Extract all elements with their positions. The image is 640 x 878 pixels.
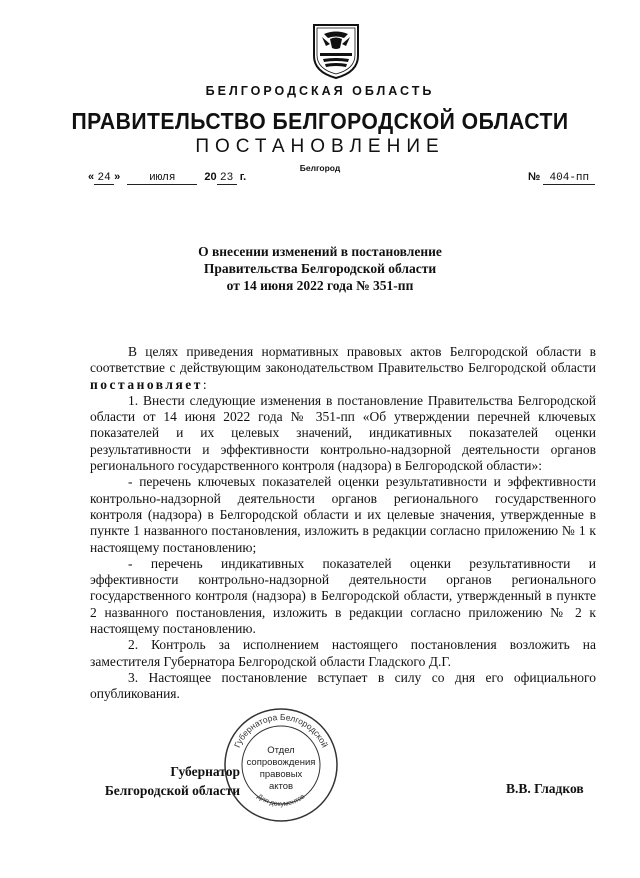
title-line: О внесении изменений в постановление <box>198 244 442 259</box>
document-title <box>0 243 640 294</box>
paragraph-dash-2: - перечень индикативных показателей оценки результативности и эффективности контрольно-надзорной деятельности органов регионального государственного контроля (надзора) в Белгородской области, утвержденный в пункте 2 названного постановления, изложить в редакции согласно приложению № 2 к настоящему постановлению. <box>90 555 596 637</box>
date-suffix: г. <box>239 171 247 183</box>
title-line: от 14 июня 2022 года № 351-пп <box>226 278 414 293</box>
stamp-text: Отдел <box>267 745 295 756</box>
number-value: 404-пп <box>543 172 595 185</box>
stamp-ring-text: Губернатора Белгородской <box>231 711 331 750</box>
date-year-prefix: 20 <box>204 171 217 183</box>
date-day: 24 <box>94 172 114 185</box>
paragraph-item-1: 1. Внести следующие изменения в постановление Правительства Белгородской области от 14 июня 2022 года № 351-пп «Об утверждении перечней ключевых показателей и их целевых значений, индикативных показателей оценки результативности и эффективности контрольно-надзорной деятельности органов регионального государственного контроля (надзора) в Белгородской области»: <box>90 392 596 474</box>
signatory-name: В.В. Гладков <box>506 781 584 796</box>
stamp-text: сопровождения <box>246 757 316 768</box>
paragraph-dash-1: - перечень ключевых показателей оценки результативности и эффективности контрольно-надзорной деятельности органов регионального государственного контроля (надзора) в Белгородской области и их целевые значения, утвержденные в пункте 1 названного постановления, изложить в редакции согласно приложению № 1 к настоящему постановлению; <box>90 474 596 555</box>
document-type: ПОСТАНОВЛЕНИЕ <box>195 136 445 157</box>
government-name: ПРАВИТЕЛЬСТВО БЕЛГОРОДСКОЙ ОБЛАСТИ <box>71 108 569 134</box>
city-name: Белгород <box>299 163 341 173</box>
signatory-position: Губернатор Белгородской области <box>104 764 240 798</box>
stamp-text: правовых <box>259 769 303 780</box>
document-number <box>528 171 595 185</box>
date-year-suffix: 23 <box>217 172 237 185</box>
coat-of-arms-emblem <box>310 22 362 80</box>
paragraph-preamble: В целях приведения нормативных правовых актов Белгородской области в соответствие с действующим законодательством Правительство Белгородской области постановляет: <box>90 344 596 392</box>
document-body <box>90 344 596 703</box>
document-date: « 24 » июля 20 23 г. <box>88 171 247 184</box>
paragraph-item-3: 3. Настоящее постановление вступает в силу со дня его официального опубликования. <box>90 669 596 702</box>
stamp-ring-text: Для документов <box>255 793 307 809</box>
stamp-seal <box>222 705 340 825</box>
number-prefix: № <box>528 171 541 183</box>
stamp-text: актов <box>268 781 294 792</box>
paragraph-item-2: 2. Контроль за исполнением настоящего постановления возложить на заместителя Губернатора Белгородской области Гладского Д.Г. <box>90 637 596 669</box>
title-line: Правительства Белгородской области <box>203 261 437 276</box>
region-name: БЕЛГОРОДСКАЯ ОБЛАСТЬ <box>205 84 435 98</box>
date-month: июля <box>127 172 197 185</box>
